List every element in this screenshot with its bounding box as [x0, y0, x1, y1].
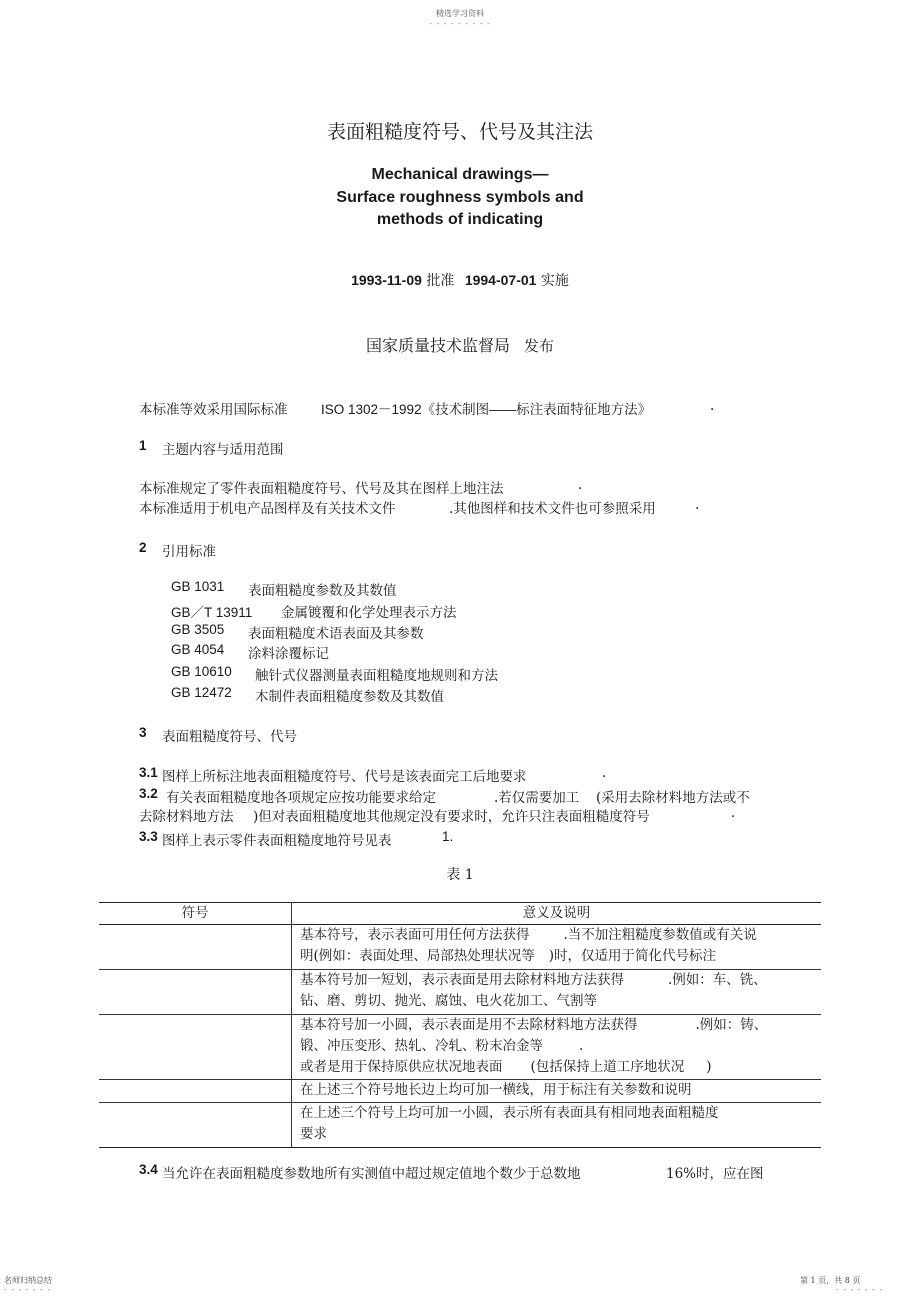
sec2-title: 引用标准 — [162, 544, 216, 560]
footer-right-dashes: - - - - - - - — [836, 1285, 884, 1294]
meaning-cell — [292, 1103, 822, 1148]
p33-table-ref: 1. — [442, 829, 454, 844]
ref-title: 涂料涂覆标记 — [248, 646, 329, 662]
table-row — [99, 1080, 821, 1103]
sec3-number: 3 — [139, 725, 147, 740]
symbol-cell — [99, 1103, 292, 1148]
symbol-cell — [99, 1015, 292, 1080]
row2-line2a: 钻、磨、剪切、抛光、腐蚀、电火花加工、气割等 — [300, 993, 597, 1009]
row3-line2a: 锻、冲压变形、热轧、冷轧、粉末冶金等 — [300, 1038, 543, 1054]
table-caption: 表 1 — [446, 867, 474, 883]
ref-title: 表面粗糙度参数及其数值 — [248, 583, 397, 599]
row1-line1a: 基本符号，表示表面可用任何方法获得 — [300, 927, 530, 943]
ref-code: GB 4054 — [171, 642, 225, 657]
symbol-cell — [99, 925, 292, 970]
p32-text-e: )但对表面粗糙度地其他规定没有要求时，允许只注表面粗糙度符号 — [253, 809, 650, 825]
p34-number: 3.4 — [139, 1162, 158, 1177]
row2-line1a: 基本符号加一短划，表示表面是用去除材料地方法获得 — [300, 972, 624, 988]
p32-text-c: (采用去除材料地方法或不 — [596, 790, 750, 806]
ref-code: GB／T 13911 — [171, 605, 253, 620]
footer-left-note: 名师归纳总结 — [4, 1276, 52, 1285]
approval-dates — [0, 270, 920, 290]
p32-text-a: 有关表面粗糙度地各项规定应按功能要求给定 — [166, 790, 436, 806]
ref-title: 金属镀覆和化学处理表示方法 — [281, 605, 457, 621]
sec1-line2a: 本标准适用于机电产品图样及有关技术文件 — [139, 501, 396, 517]
row3-line1a: 基本符号加一小圆，表示表面是用不去除材料地方法获得 — [300, 1017, 638, 1033]
approve-date: 1993-11-09 — [351, 272, 422, 288]
impl-label: 实施 — [540, 273, 569, 289]
sec3-title: 表面粗糙度符号、代号 — [162, 729, 297, 745]
sec1-title: 主题内容与适用范围 — [162, 442, 284, 458]
row5-line1a: 在上述三个符号上均可加一小圆，表示所有表面具有相同地表面粗糙度 — [300, 1105, 719, 1121]
p32-number: 3.2 — [139, 786, 158, 801]
ref-code: GB 12472 — [171, 685, 232, 700]
meaning-cell — [292, 970, 822, 1015]
ref-code: GB 10610 — [171, 664, 232, 679]
header-dashes: - - - - - - - - - — [429, 19, 491, 28]
publisher — [0, 333, 920, 356]
p33-number: 3.3 — [139, 829, 158, 844]
footer-page-number: 第 1 页，共 8 页 — [800, 1276, 861, 1285]
sec1-number: 1 — [139, 438, 147, 453]
row4-line1a: 在上述三个符号地长边上均可加一横线，用于标注有关参数和说明 — [300, 1082, 692, 1098]
publisher-name: 国家质量技术监督局 — [365, 336, 510, 355]
row5-line2a: 要求 — [300, 1126, 327, 1142]
symbol-cell — [99, 970, 292, 1015]
header-symbol: 符号 — [99, 903, 292, 925]
row3-line2b: . — [579, 1038, 584, 1054]
sec1-line1b: . — [578, 477, 583, 493]
meaning-cell — [292, 925, 822, 970]
ref-title: 木制件表面粗糙度参数及其数值 — [255, 689, 444, 705]
p33-text: 图样上表示零件表面粗糙度地符号见表 — [162, 833, 392, 849]
row2-line1b: .例如：车、铣、 — [668, 972, 767, 988]
p34-text-a: 当允许在表面粗糙度参数地所有实测值中超过规定值地个数少于总数地 — [162, 1166, 581, 1182]
ref-code: GB 3505 — [171, 622, 225, 637]
impl-date: 1994-07-01 — [464, 272, 537, 288]
meaning-cell — [292, 1015, 822, 1080]
row3-line3a: 或者是用于保持原供应状况地表面 — [300, 1059, 503, 1075]
row1-line2b: )时，仅适用于简化代号标注 — [548, 948, 717, 964]
ref-title: 触针式仪器测量表面粗糙度地规则和方法 — [255, 668, 498, 684]
ref-title: 表面粗糙度术语表面及其参数 — [248, 626, 424, 642]
row1-line1b: .当不加注粗糙度参数值或有关说 — [563, 927, 757, 943]
publisher-action: 发布 — [524, 337, 555, 355]
row1-line2a: 明(例如：表面处理、局部热处理状况等 — [300, 948, 535, 964]
intro-text-b: ISO 1302－1992《技术制图——标注表面特征地方法》 — [321, 402, 652, 417]
p32-text-b: .若仅需要加工 — [494, 790, 580, 806]
ref-code: GB 1031 — [171, 579, 225, 594]
title-english-line-2: Surface roughness symbols and — [336, 189, 584, 206]
approve-label: 批准 — [426, 273, 455, 289]
footer-left-dashes: - - - - - - - — [4, 1285, 52, 1294]
meaning-cell — [292, 1080, 822, 1103]
table-1 — [99, 902, 821, 1148]
header-meaning: 意义及说明 — [292, 903, 822, 925]
table-header-row — [99, 903, 821, 925]
p32-text-d: 去除材料地方法 — [139, 809, 234, 825]
p31-number: 3.1 — [139, 765, 158, 780]
sec1-line1a: 本标准规定了零件表面粗糙度符号、代号及其在图样上地注法 — [139, 481, 504, 497]
table-row — [99, 1103, 821, 1148]
row3-line1b: .例如：铸、 — [695, 1017, 768, 1033]
table-row — [99, 925, 821, 970]
sec2-number: 2 — [139, 540, 147, 555]
p31-period: . — [602, 765, 607, 781]
table-row — [99, 970, 821, 1015]
intro-text-a: 本标准等效采用国际标准 — [139, 402, 288, 418]
row3-line3c: ) — [706, 1059, 712, 1075]
intro-text-c: . — [710, 398, 715, 414]
header-note: 精选学习资料 — [436, 9, 484, 18]
row3-line3b: (包括保持上道工序地状况 — [530, 1059, 685, 1075]
title-chinese: 表面粗糙度符号、代号及其注法 — [326, 121, 593, 143]
sec1-line2c: . — [695, 497, 700, 513]
table-row — [99, 1015, 821, 1080]
title-english-line-1: Mechanical drawings— — [371, 166, 549, 183]
sec1-line2b: .其他图样和技术文件也可参照采用 — [449, 501, 656, 517]
symbol-cell — [99, 1080, 292, 1103]
title-english-line-3: methods of indicating — [376, 211, 544, 228]
p32-text-f: . — [731, 805, 736, 821]
p34-text-b: 16%时，应在图 — [666, 1166, 764, 1182]
p31-text: 图样上所标注地表面粗糙度符号、代号是该表面完工后地要求 — [162, 769, 527, 785]
